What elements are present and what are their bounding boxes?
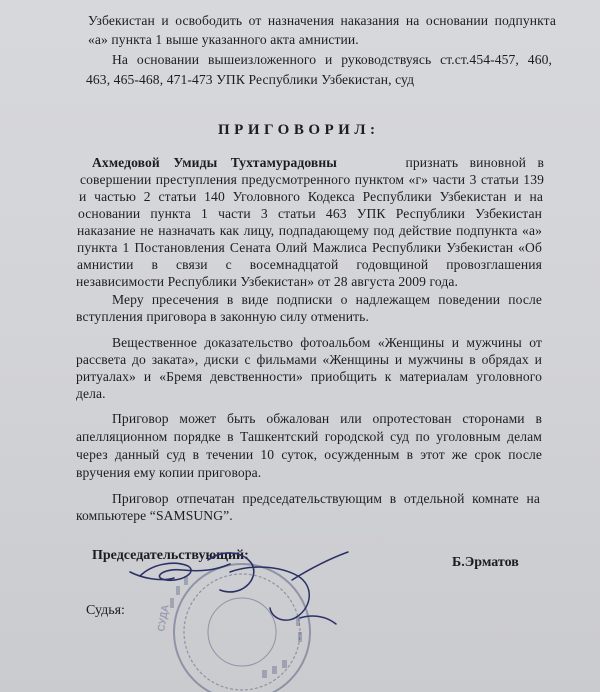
stamp-text: СУДА — [156, 603, 172, 633]
verdict-first-line — [92, 154, 544, 171]
text-line: основании пункта 1 части 3 статьи 463 УПК Республики Узбекистан — [78, 206, 542, 221]
judge-label: Судья: — [86, 603, 125, 618]
defendant-name: Ахмедовой Умиды Тухтамурадовны — [92, 155, 337, 170]
text-line: совершении преступления предусмотренного пунктом «г» части 3 статьи 139 — [80, 172, 544, 187]
text-line: рассвета до заката», диски с фильмами «Женщины и мужчины в обрядах и — [76, 352, 542, 367]
court-stamp-and-signatures — [112, 520, 372, 692]
text-line: дела. — [76, 386, 106, 401]
presiding-name: Б.Эрматов — [452, 555, 519, 570]
text-line: пункта 1 Постановления Сената Олий Мажлиса Республики Узбекистан «Об — [77, 240, 542, 255]
text-line: Приговор отпечатан председательствующим в отдельной комнате на — [112, 491, 540, 506]
text-line: через данный суд в течении 10 суток, осужденным в этот же срок после — [76, 447, 542, 462]
text-line: Вещественное доказательство фотоальбом «Женщины и мужчины от — [112, 335, 542, 350]
presiding-label: Председательствующий: — [92, 548, 249, 563]
text-line: ритуалах» и «Бремя девственности» приобщить к материалам уголовного — [76, 369, 542, 384]
text-line: 463, 465-468, 471-473 УПК Республики Узбекистан, суд — [86, 72, 415, 87]
text-line: апелляционном порядке в Ташкентский городской суд по уголовным делам — [76, 429, 542, 444]
presiding-signature — [230, 552, 348, 624]
text-line: «а» пункта 1 выше указанного акта амнистии. — [88, 32, 359, 47]
text-line: Узбекистан и освободить от назначения наказания на основании подпункта — [88, 13, 556, 28]
text-line: На основании вышеизложенного и руководствуясь ст.ст.454-457, 460, — [112, 52, 552, 67]
text-line: компьютере “SAMSUNG”. — [76, 508, 233, 523]
verdict-first-rest: признать виновной в — [405, 155, 544, 170]
text-line: независимости Республики Узбекистан» от 28 августа 2009 года. — [76, 274, 458, 289]
text-line: наказание не назначать как лицу, подпадающему под действие подпункта «а» — [77, 223, 542, 238]
text-line: Приговор может быть обжалован или опротестован сторонами в — [112, 411, 542, 426]
text-line: вручения ему копии приговора. — [76, 465, 262, 480]
text-line: Меру пресечения в виде подписки о надлежащем поведении после — [112, 292, 542, 307]
text-line: амнистии в связи с восемнадцатой годовщиной провозглашения — [77, 257, 542, 272]
verdict-heading: ПРИГОВОРИЛ: — [218, 122, 380, 138]
text-line: и частью 2 статьи 140 Уголовного Кодекса Республики Узбекистан и на — [79, 189, 543, 204]
text-line: вступления приговора в законную силу отменить. — [76, 309, 369, 324]
